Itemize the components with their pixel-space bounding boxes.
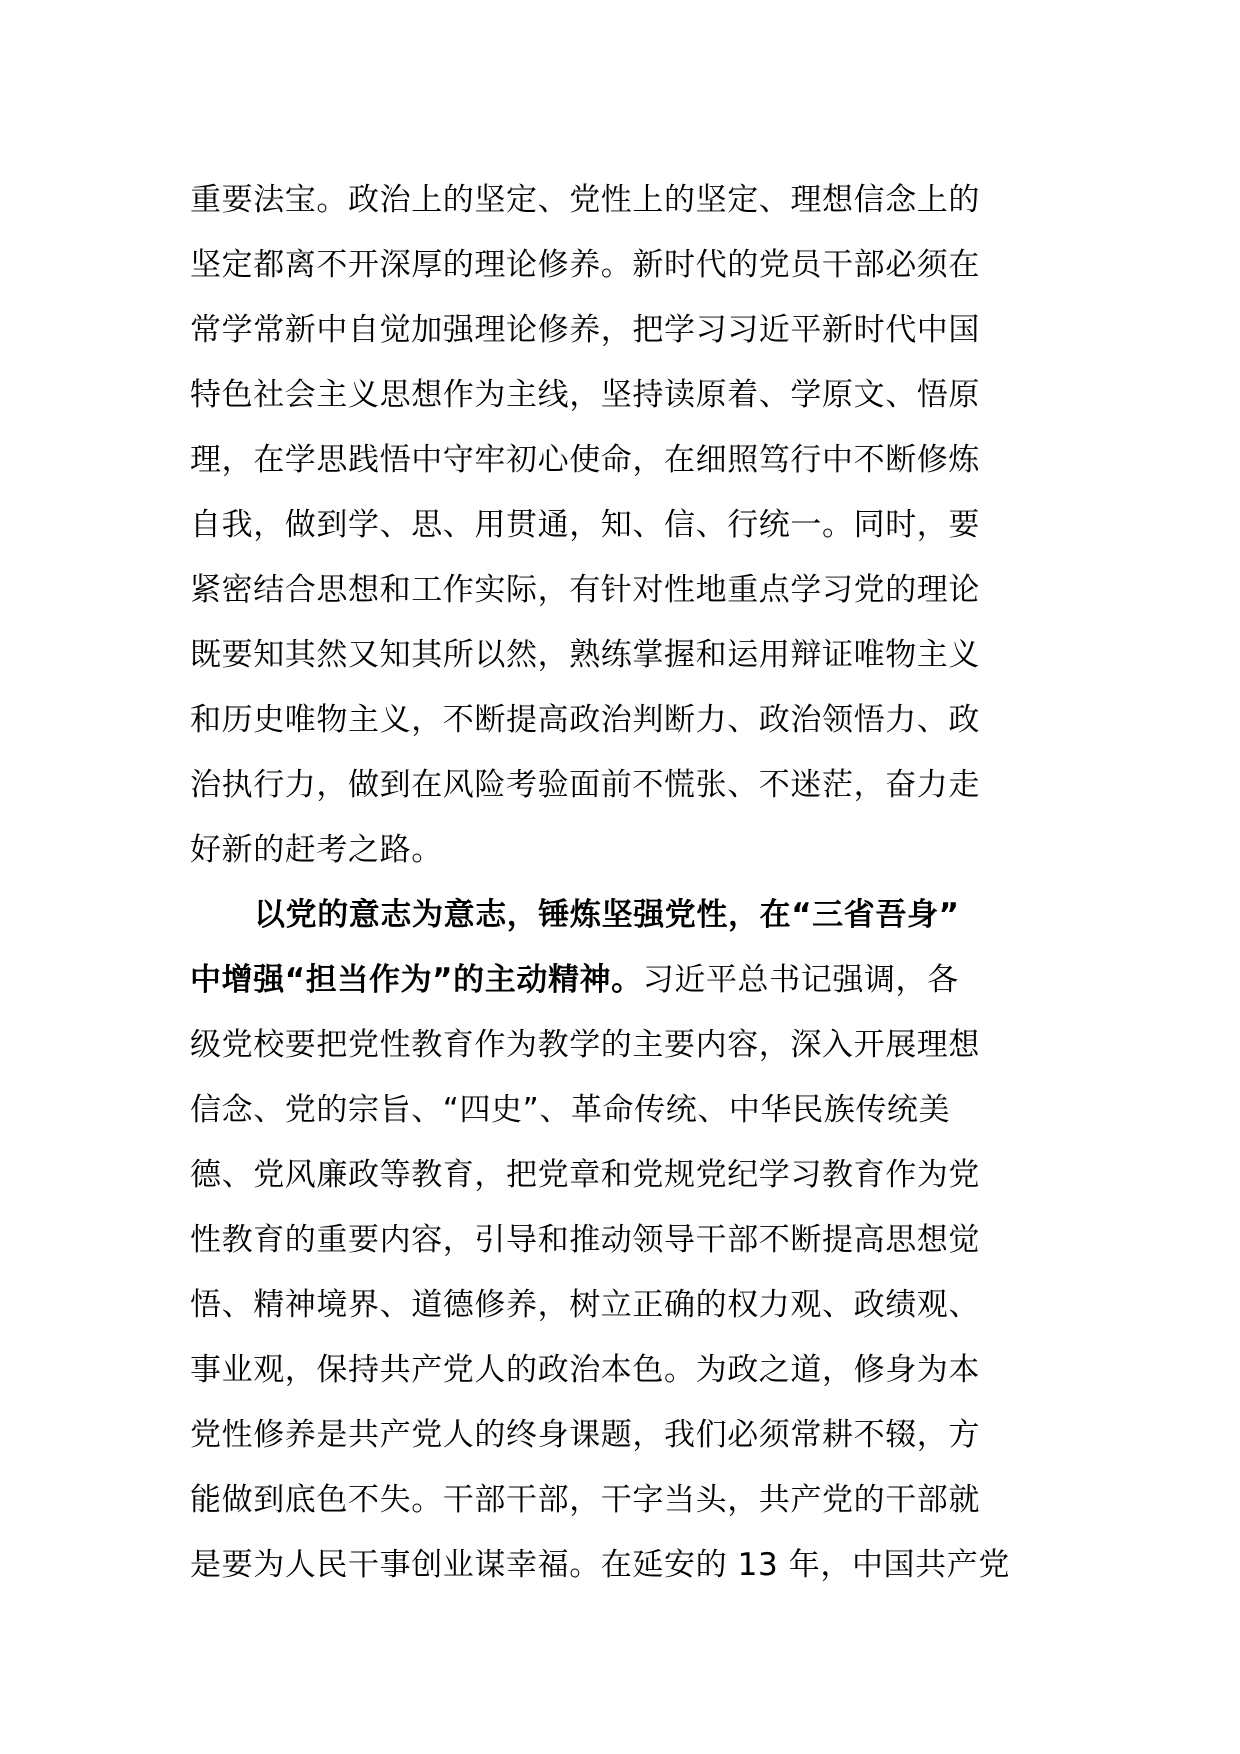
text-line: 既要知其然又知其所以然，熟练掌握和运用辩证唯物主义 <box>190 637 980 673</box>
paragraph-1 <box>190 168 1070 883</box>
text-line: 信念、党的宗旨、“四史”、革命传统、中华民族传统美 <box>190 1092 951 1128</box>
text-line: 好新的赶考之路。 <box>190 832 443 868</box>
body-text <box>190 168 1070 1598</box>
text-line: 特色社会主义思想作为主线，坚持读原着、学原文、悟原 <box>190 377 980 413</box>
text-line: 自我，做到学、思、用贯通，知、信、行统一。同时，要 <box>190 507 980 543</box>
text-line: 事业观，保持共产党人的政治本色。为政之道，修身为本 <box>190 1352 980 1388</box>
text-line: 党性修养是共产党人的终身课题，我们必须常耕不辍，方 <box>190 1417 980 1453</box>
text-line: 级党校要把党性教育作为教学的主要内容，深入开展理想 <box>190 1027 980 1063</box>
text-line: 重要法宝。政治上的坚定、党性上的坚定、理想信念上的 <box>190 182 980 218</box>
text-line: 能做到底色不失。干部干部，干字当头，共产党的干部就 <box>190 1482 980 1518</box>
text-line: 常学常新中自觉加强理论修养，把学习习近平新时代中国 <box>190 312 980 348</box>
text-line <box>190 948 1070 1013</box>
section-heading: 以党的意志为意志，锤炼坚强党性，在“三省吾身” <box>254 897 960 933</box>
text-line: 是要为人民干事创业谋幸福。在延安的 13 年，中国共产党 <box>190 1547 1010 1583</box>
text-line: 理，在学思践悟中守牢初心使命，在细照笃行中不断修炼 <box>190 442 980 478</box>
text-line: 性教育的重要内容，引导和推动领导干部不断提高思想觉 <box>190 1222 980 1258</box>
text-line: 治执行力，做到在风险考验面前不慌张、不迷茫，奋力走 <box>190 767 980 803</box>
text-line-rest: 习近平总书记强调，各 <box>642 962 959 998</box>
text-line: 悟、精神境界、道德修养，树立正确的权力观、政绩观、 <box>190 1287 980 1323</box>
text-line: 坚定都离不开深厚的理论修养。新时代的党员干部必须在 <box>190 247 980 283</box>
text-line: 和历史唯物主义，不断提高政治判断力、政治领悟力、政 <box>190 702 980 738</box>
text-line: 紧密结合思想和工作实际，有针对性地重点学习党的理论 <box>190 572 980 608</box>
section-heading-continuation: 中增强“担当作为”的主动精神。 <box>190 962 643 998</box>
text-line: 德、党风廉政等教育，把党章和党规党纪学习教育作为党 <box>190 1157 980 1193</box>
paragraph-2 <box>190 883 1070 1598</box>
